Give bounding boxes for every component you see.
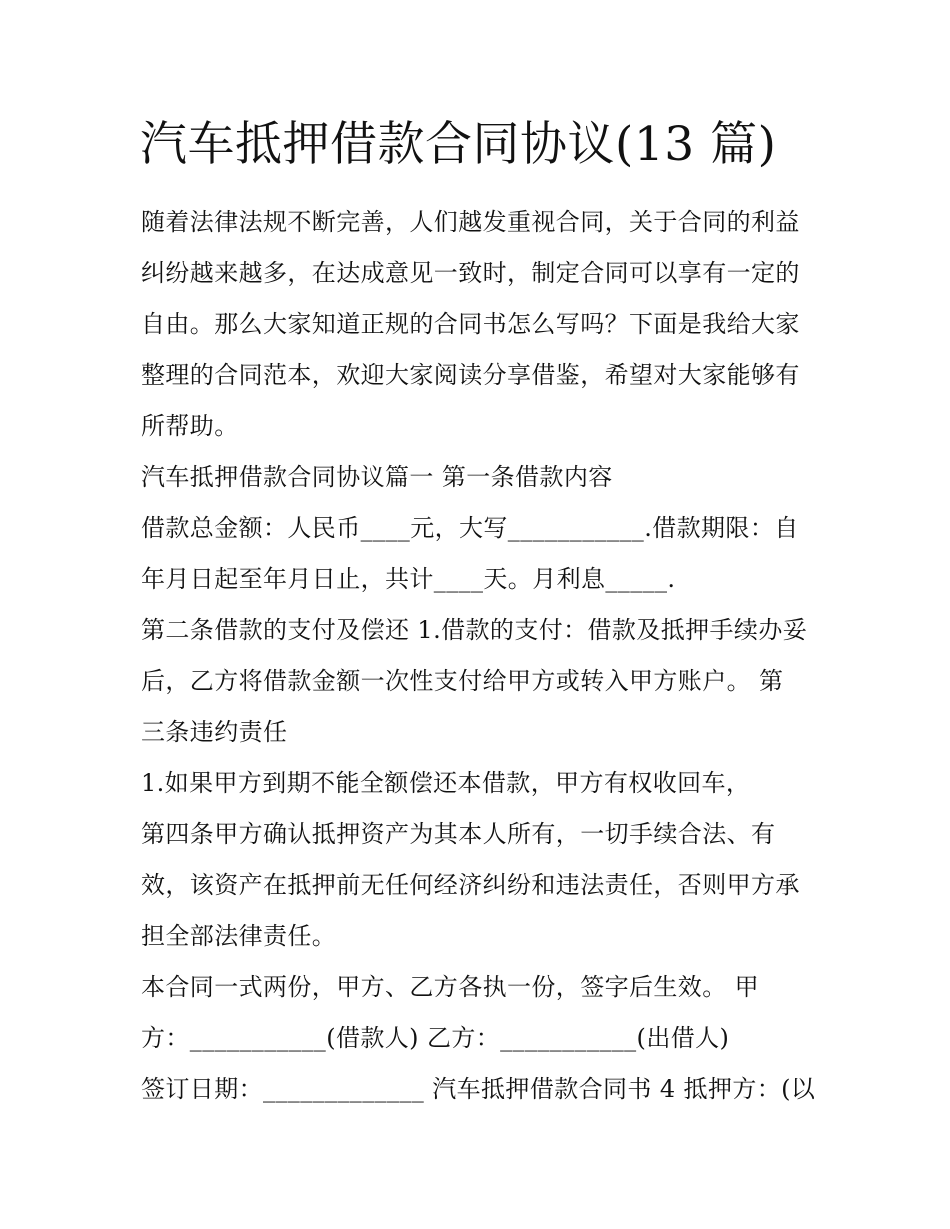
paragraph-line: 1.如果甲方到期不能全额偿还本借款，甲方有权收回车， [141,769,751,797]
paragraph-line: 三条违约责任 [141,718,288,746]
paragraph-line: 第二条借款的支付及偿还 1.借款的支付：借款及抵押手续办妥 [141,616,808,644]
paragraph-line: 整理的合同范本，欢迎大家阅读分享借鉴，希望对大家能够有 [141,361,800,389]
paragraph-line: 效，该资产在抵押前无任何经济纠纷和违法责任，否则甲方承 [141,871,800,899]
document-title: 汽车抵押借款合同协议(13 篇) [140,117,777,172]
paragraph-line: 后，乙方将借款金额一次性支付给甲方或转入甲方账户。 第 [141,667,784,695]
paragraph-line: 担全部法律责任。 [141,922,337,950]
signature-line: 方：___________(借款人) 乙方：___________(出借人) [141,1024,730,1052]
paragraph-line: 自由。那么大家知道正规的合同书怎么写吗？下面是我给大家 [141,310,800,338]
paragraph-line: 第四条甲方确认抵押资产为其本人所有，一切手续合法、有 [141,820,776,848]
paragraph-line: 本合同一式两份，甲方、乙方各执一份，签字后生效。 甲 [141,973,760,1001]
paragraph-line: 借款总金额：人民币____元，大写___________.借款期限：自 [141,514,799,542]
paragraph-line: 纠纷越来越多，在达成意见一致时，制定合同可以享有一定的 [141,259,800,287]
signature-date-line: 签订日期：_____________ 汽车抵押借款合同书 4 抵押方：(以 [141,1075,816,1103]
section-heading-line: 汽车抵押借款合同协议篇一 第一条借款内容 [141,463,613,491]
paragraph-line: 所帮助。 [141,412,239,440]
paragraph-line: 年月日起至年月日止，共计____天。月利息_____. [141,565,676,593]
paragraph-line: 随着法律法规不断完善，人们越发重视合同，关于合同的利益 [141,208,800,236]
